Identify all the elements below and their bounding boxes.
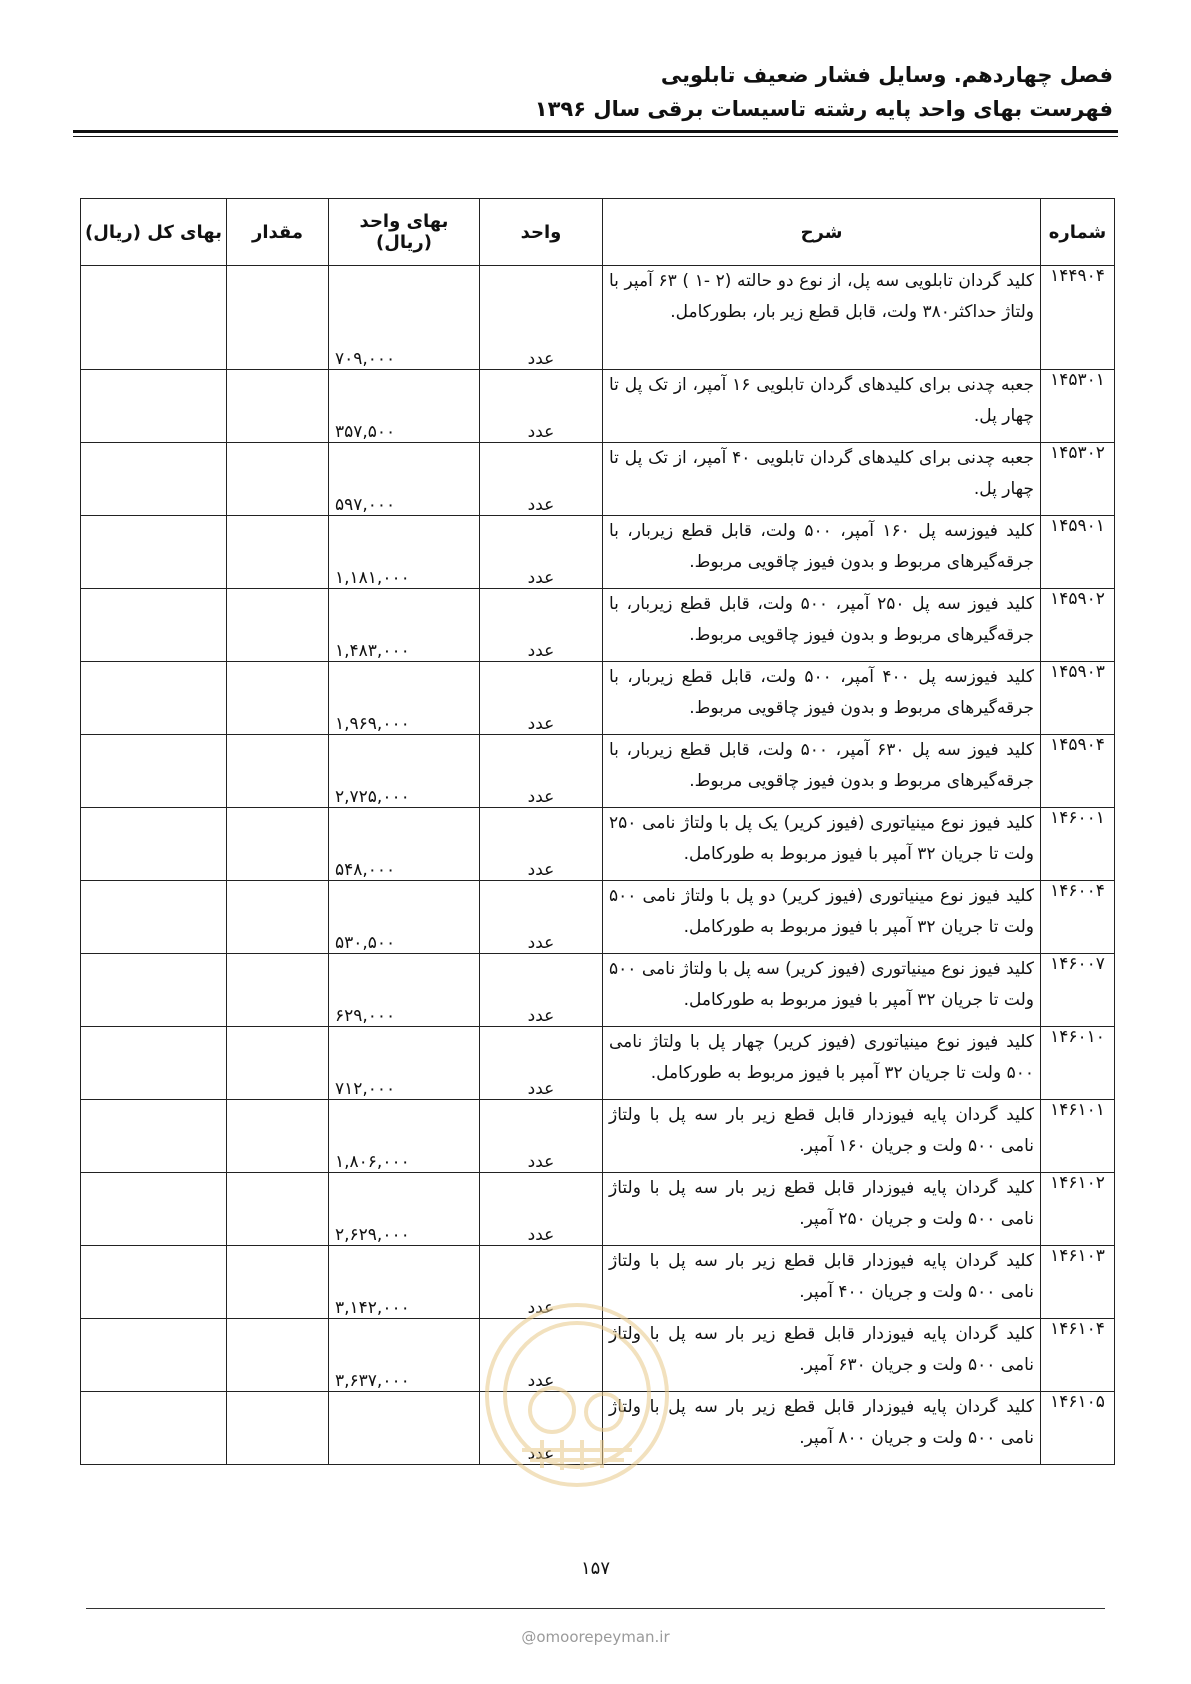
row-quantity [227,370,329,443]
row-unit: عدد [480,516,603,589]
footer-rule [86,1608,1105,1609]
row-unit: عدد [480,266,603,370]
table-row [81,662,1115,735]
row-number: ۱۴۴۹۰۴ [1041,266,1115,370]
row-unit: عدد [480,1027,603,1100]
row-unit: عدد [480,443,603,516]
row-number: ۱۴۶۰۰۷ [1041,954,1115,1027]
row-number: ۱۴۵۹۰۱ [1041,516,1115,589]
row-unit: عدد [480,808,603,881]
row-quantity [227,954,329,1027]
row-unit-price: ۲,۶۲۹,۰۰۰ [329,1173,480,1246]
row-description: کلید گردان تابلویی سه پل، از نوع دو حالته (۲ -۱ ) ۶۳ آمپر با ولتاژ حداکثر۳۸۰ ولت، قابل قطع زیر بار، بطورکامل. [603,266,1041,370]
table-header-row [81,199,1115,266]
row-unit-price: ۳۵۷,۵۰۰ [329,370,480,443]
row-description: کلید گردان پایه فیوزدار قابل قطع زیر بار سه پل با ولتاژ نامی ۵۰۰ ولت و جریان ۸۰۰ آمپر. [603,1392,1041,1465]
row-total-price [81,589,227,662]
row-total-price [81,1173,227,1246]
row-quantity [227,1100,329,1173]
row-unit-price: ۳,۱۴۲,۰۰۰ [329,1246,480,1319]
table-row [81,1100,1115,1173]
page-header [78,58,1113,126]
row-unit: عدد [480,589,603,662]
row-unit-price: ۳,۶۳۷,۰۰۰ [329,1319,480,1392]
row-quantity [227,1173,329,1246]
row-quantity [227,1392,329,1465]
row-total-price [81,1392,227,1465]
header-rule-thick [73,130,1118,133]
table-row [81,1173,1115,1246]
row-total-price [81,808,227,881]
column-header-unit-price: بهای واحد (ریال) [329,199,480,266]
table-row [81,443,1115,516]
row-unit-price: ۵۴۸,۰۰۰ [329,808,480,881]
row-unit-price: ۵۹۷,۰۰۰ [329,443,480,516]
row-quantity [227,808,329,881]
table-body [81,266,1115,1465]
row-unit-price: ۷۱۲,۰۰۰ [329,1027,480,1100]
table-row [81,1392,1115,1465]
footer-watermark: @omoorepeyman.ir [521,1628,670,1646]
row-quantity [227,1319,329,1392]
row-description: کلید فیوز نوع مینیاتوری (فیوز کریر) دو پل با ولتاژ نامی ۵۰۰ ولت تا جریان ۳۲ آمپر با فیوز مربوط به طورکامل. [603,881,1041,954]
row-unit-price: ۲,۷۲۵,۰۰۰ [329,735,480,808]
document-subtitle: فهرست بهای واحد پایه رشته تاسیسات برقی سال ۱۳۹۶ [534,97,1113,121]
row-description: کلید فیوز نوع مینیاتوری (فیوز کریر) چهار پل با ولتاژ نامی ۵۰۰ ولت تا جریان ۳۲ آمپر با فیوز مربوط به طورکامل. [603,1027,1041,1100]
row-description: کلید فیوزسه پل ۴۰۰ آمپر، ۵۰۰ ولت، قابل قطع زیربار، با جرقه‌گیرهای مربوط و بدون فیوز چاقویی مربوط. [603,662,1041,735]
row-description: کلید فیوز سه پل ۲۵۰ آمپر، ۵۰۰ ولت، قابل قطع زیربار، با جرقه‌گیرهای مربوط و بدون فیوز چاقویی مربوط. [603,589,1041,662]
row-number: ۱۴۵۳۰۲ [1041,443,1115,516]
row-description: کلید فیوز نوع مینیاتوری (فیوز کریر) یک پل با ولتاژ نامی ۲۵۰ ولت تا جریان ۳۲ آمپر با فیوز مربوط به طورکامل. [603,808,1041,881]
row-unit: عدد [480,1173,603,1246]
chapter-title: فصل چهاردهم. وسایل فشار ضعیف تابلویی [660,63,1113,87]
row-unit-price: ۱,۴۸۳,۰۰۰ [329,589,480,662]
table-row [81,589,1115,662]
row-description: کلید گردان پایه فیوزدار قابل قطع زیر بار سه پل با ولتاژ نامی ۵۰۰ ولت و جریان ۲۵۰ آمپر. [603,1173,1041,1246]
row-total-price [81,516,227,589]
table-row [81,1246,1115,1319]
row-number: ۱۴۶۱۰۱ [1041,1100,1115,1173]
row-unit-price: ۱,۹۶۹,۰۰۰ [329,662,480,735]
row-number: ۱۴۵۹۰۲ [1041,589,1115,662]
row-number: ۱۴۵۳۰۱ [1041,370,1115,443]
row-quantity [227,443,329,516]
row-unit: عدد [480,1100,603,1173]
column-header-unit: واحد [480,199,603,266]
table-row [81,808,1115,881]
row-total-price [81,443,227,516]
row-unit-price: ۱,۸۰۶,۰۰۰ [329,1100,480,1173]
row-description: کلید فیوز نوع مینیاتوری (فیوز کریر) سه پل با ولتاژ نامی ۵۰۰ ولت تا جریان ۳۲ آمپر با فیوز مربوط به طورکامل. [603,954,1041,1027]
table-row [81,266,1115,370]
row-number: ۱۴۶۱۰۳ [1041,1246,1115,1319]
row-description: جعبه چدنی برای کلیدهای گردان تابلویی ۴۰ آمپر، از تک پل تا چهار پل. [603,443,1041,516]
table-row [81,954,1115,1027]
row-number: ۱۴۶۱۰۲ [1041,1173,1115,1246]
row-total-price [81,266,227,370]
row-total-price [81,1100,227,1173]
row-quantity [227,1027,329,1100]
row-unit: عدد [480,1392,603,1465]
page-number: ۱۵۷ [580,1558,610,1579]
row-quantity [227,266,329,370]
row-quantity [227,1246,329,1319]
column-header-number: شماره [1041,199,1115,266]
row-unit-price [329,1392,480,1465]
row-total-price [81,1319,227,1392]
row-number: ۱۴۶۰۱۰ [1041,1027,1115,1100]
table-row [81,881,1115,954]
row-total-price [81,662,227,735]
row-description: کلید گردان پایه فیوزدار قابل قطع زیر بار سه پل با ولتاژ نامی ۵۰۰ ولت و جریان ۱۶۰ آمپر. [603,1100,1041,1173]
row-number: ۱۴۶۱۰۴ [1041,1319,1115,1392]
column-header-description: شرح [603,199,1041,266]
row-total-price [81,1027,227,1100]
table-row [81,1319,1115,1392]
row-unit: عدد [480,954,603,1027]
table-row [81,516,1115,589]
row-total-price [81,954,227,1027]
row-description: کلید گردان پایه فیوزدار قابل قطع زیر بار سه پل با ولتاژ نامی ۵۰۰ ولت و جریان ۴۰۰ آمپر. [603,1246,1041,1319]
row-quantity [227,662,329,735]
row-total-price [81,370,227,443]
row-unit-price: ۷۰۹,۰۰۰ [329,266,480,370]
row-unit-price: ۱,۱۸۱,۰۰۰ [329,516,480,589]
table-row [81,735,1115,808]
row-unit: عدد [480,1319,603,1392]
column-header-total-price: بهای کل (ریال) [81,199,227,266]
row-unit-price: ۶۲۹,۰۰۰ [329,954,480,1027]
row-unit-price: ۵۳۰,۵۰۰ [329,881,480,954]
row-number: ۱۴۵۹۰۴ [1041,735,1115,808]
row-quantity [227,881,329,954]
row-number: ۱۴۶۰۰۱ [1041,808,1115,881]
row-number: ۱۴۶۰۰۴ [1041,881,1115,954]
header-rule-thin [73,136,1118,137]
price-list-table [80,198,1115,1465]
row-description: کلید فیوزسه پل ۱۶۰ آمپر، ۵۰۰ ولت، قابل قطع زیربار، با جرقه‌گیرهای مربوط و بدون فیوز چاقویی مربوط. [603,516,1041,589]
row-description: کلید گردان پایه فیوزدار قابل قطع زیر بار سه پل با ولتاژ نامی ۵۰۰ ولت و جریان ۶۳۰ آمپر. [603,1319,1041,1392]
row-description: جعبه چدنی برای کلیدهای گردان تابلویی ۱۶ آمپر، از تک پل تا چهار پل. [603,370,1041,443]
row-unit: عدد [480,1246,603,1319]
row-number: ۱۴۶۱۰۵ [1041,1392,1115,1465]
row-total-price [81,881,227,954]
row-quantity [227,735,329,808]
table-row [81,370,1115,443]
row-quantity [227,516,329,589]
row-quantity [227,589,329,662]
row-unit: عدد [480,662,603,735]
column-header-quantity: مقدار [227,199,329,266]
row-unit: عدد [480,370,603,443]
row-unit: عدد [480,881,603,954]
row-total-price [81,735,227,808]
row-total-price [81,1246,227,1319]
row-unit: عدد [480,735,603,808]
row-description: کلید فیوز سه پل ۶۳۰ آمپر، ۵۰۰ ولت، قابل قطع زیربار، با جرقه‌گیرهای مربوط و بدون فیوز چاقویی مربوط. [603,735,1041,808]
table-row [81,1027,1115,1100]
row-number: ۱۴۵۹۰۳ [1041,662,1115,735]
